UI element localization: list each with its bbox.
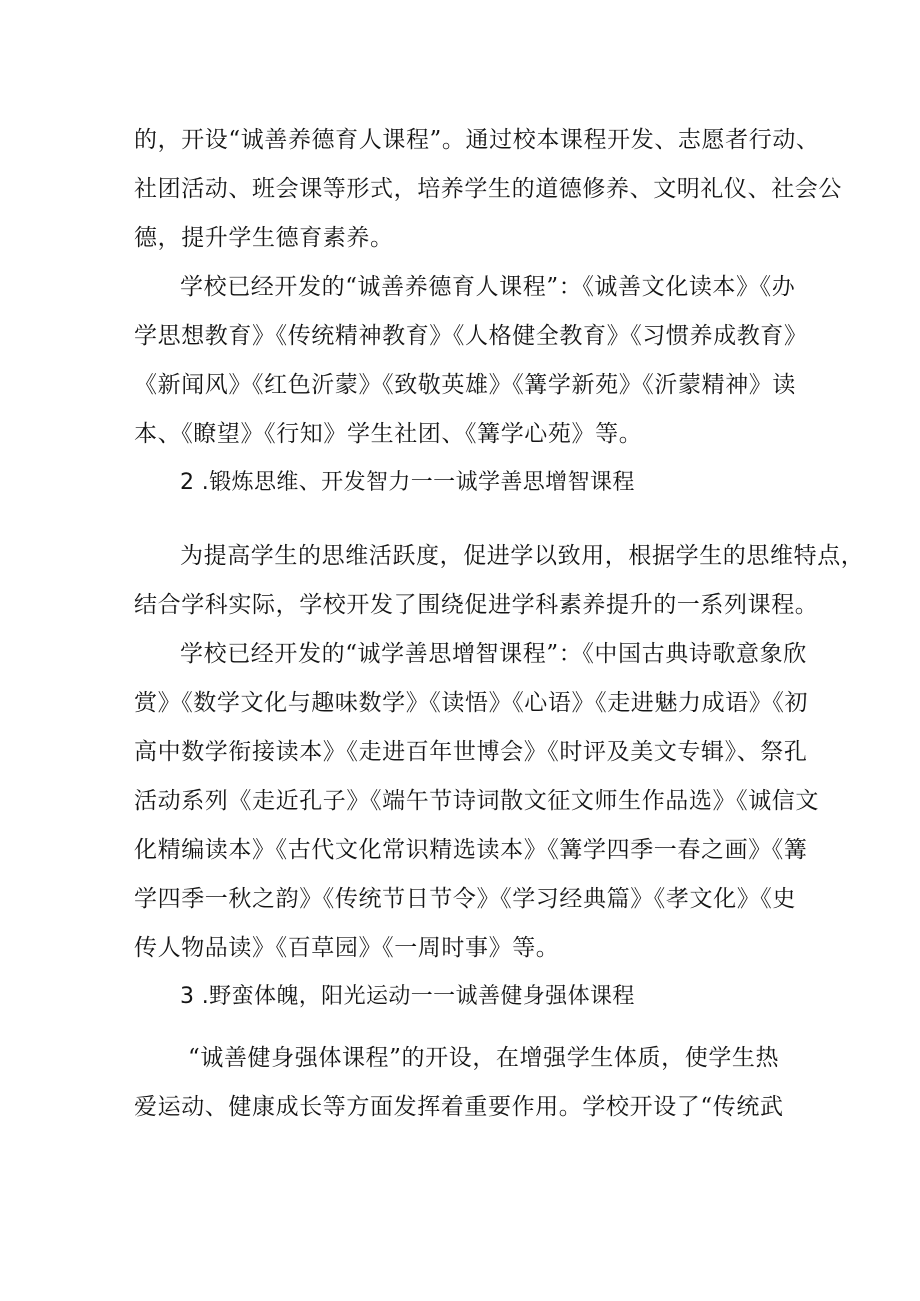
paragraph-line: 化精编读本》《古代文化常识精选读本》《篝学四季一春之画》《篝 — [134, 837, 808, 863]
paragraph-line: “诚善健身强体课程”的开设，在增强学生体质，使学生热 — [188, 1045, 780, 1071]
section-heading: 2 .锻炼思维、开发智力一一诚学善思增智课程 — [180, 470, 635, 495]
paragraph-line: 活动系列《走近孔子》《端午节诗词散文征文师生作品选》《诚信文 — [134, 788, 819, 814]
paragraph-line: 社团活动、班会课等形式，培养学生的道德修养、文明礼仪、社会公 — [134, 176, 842, 202]
section-heading: 3 .野蛮体魄，阳光运动一一诚善健身强体课程 — [180, 984, 635, 1009]
paragraph-line: 为提高学生的思维活跃度，促进学以致用，根据学生的思维特点， — [180, 543, 865, 569]
paragraph-line: 学校已经开发的“诚学善思增智课程”：《中国古典诗歌意象欣 — [180, 641, 807, 667]
paragraph-line: 赏》《数学文化与趣味数学》《读悟》《心语》《走进魅力成语》《初 — [134, 690, 809, 716]
paragraph-line: 《新闻风》《红色沂蒙》《致敬英雄》《篝学新苑》《沂蒙精神》读 — [134, 372, 796, 398]
paragraph-line: 传人物品读》《百草园》《一周时事》等。 — [134, 935, 560, 961]
paragraph-line: 学思想教育》《传统精神教育》《人格健全教育》《习惯养成教育》 — [134, 323, 808, 349]
paragraph-line: 高中数学衔接读本》《走进百年世博会》《时评及美文专辑》、祭孔 — [134, 739, 808, 765]
paragraph-line: 学校已经开发的“诚善养德育人课程”：《诚善文化读本》《办 — [180, 274, 796, 300]
paragraph-line: 学四季一秋之韵》《传统节日节令》《学习经典篇》《孝文化》《史 — [134, 886, 796, 912]
paragraph-line: 的，开设“诚善养德育人课程”。通过校本课程开发、志愿者行动、 — [134, 127, 820, 153]
paragraph-line: 结合学科实际，学校开发了围绕促进学科素养提升的一系列课程。 — [134, 592, 819, 618]
paragraph-line: 爱运动、健康成长等方面发挥着重要作用。学校开设了“传统武 — [134, 1094, 784, 1120]
paragraph-line: 本、《瞭望》《行知》学生社团、《篝学心苑》等。 — [134, 421, 643, 447]
paragraph-line: 德，提升学生德育素养。 — [134, 225, 394, 251]
